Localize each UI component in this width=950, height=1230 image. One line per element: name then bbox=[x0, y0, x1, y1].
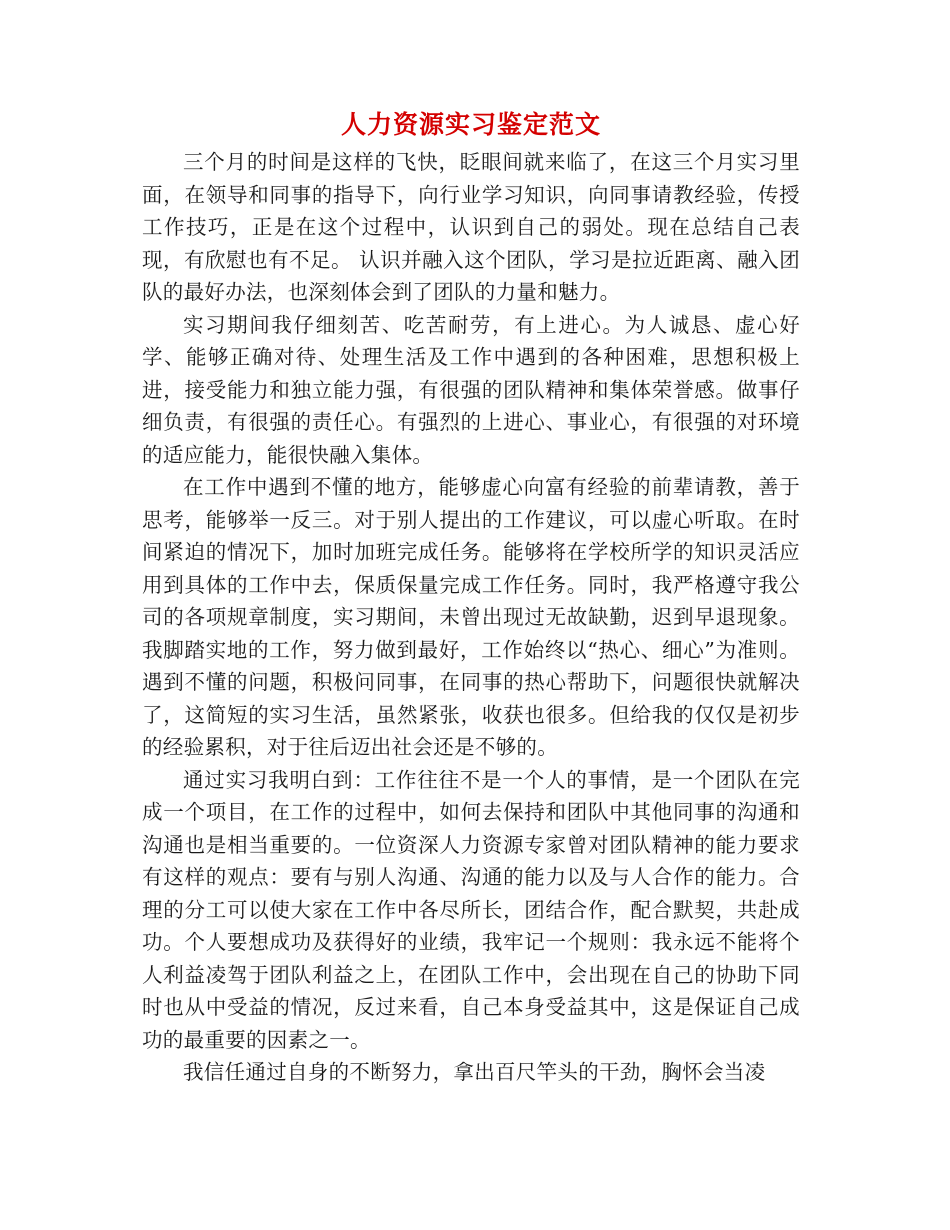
paragraph-4: 通过实习我明白到：工作往往不是一个人的事情，是一个团队在完成一个项目，在工作的过程中，如何去保持和团队中其他同事的沟通和沟通也是相当重要的。一位资深人力资源专家曾对团队精神的能力要求有这样的观点：要有与别人沟通、沟通的能力以及与人合作的能力。合理的分工可以使大家在工作中各尽所长，团结合作，配合默契，共赴成功。个人要想成功及获得好的业绩，我牢记一个规则：我永远不能将个人利益凌驾于团队利益之上，在团队工作中，会出现在自己的协助下同时也从中受益的情况，反过来看，自己本身受益其中，这是保证自己成功的最重要的因素之一。 bbox=[142, 767, 800, 1052]
document-title: 人力资源实习鉴定范文 bbox=[340, 110, 601, 139]
paragraph-3: 在工作中遇到不懂的地方，能够虚心向富有经验的前辈请教，善于思考，能够举一反三。对于别人提出的工作建议，可以虚心听取。在时间紧迫的情况下，加时加班完成任务。能够将在学校所学的知识灵活应用到具体的工作中去，保质保量完成工作任务。同时，我严格遵守我公司的各项规章制度，实习期间，未曾出现过无故缺勤，迟到早退现象。我脚踏实地的工作，努力做到最好，工作始终以“热心、细心”为准则。遇到不懂的问题，积极问同事，在同事的热心帮助下，问题很快就解决了，这简短的实习生活，虽然紧张，收获也很多。但给我的仅仅是初步的经验累积，对于往后迈出社会还是不够的。 bbox=[142, 475, 800, 759]
paragraph-2: 实习期间我仔细刻苦、吃苦耐劳，有上进心。为人诚恳、虚心好学、能够正确对待、处理生活及工作中遇到的各种困难，思想积极上进，接受能力和独立能力强，有很强的团队精神和集体荣誉感。做事仔细负责，有很强的责任心。有强烈的上进心、事业心，有很强的对环境的适应能力，能很快融入集体。 bbox=[142, 312, 800, 467]
paragraph-5: 我信任通过自身的不断努力，拿出百尺竿头的干劲，胸怀会当凌 bbox=[183, 1060, 766, 1084]
paragraph-1: 三个月的时间是这样的飞快，眨眼间就来临了，在这三个月实习里面，在领导和同事的指导下，向行业学习知识，向同事请教经验，传授工作技巧，正是在这个过程中，认识到自己的弱处。现在总结自己表现，有欣慰也有不足。 认识并融入这个团队，学习是拉近距离、融入团队的最好办法，也深刻体会到了团队的力量和魅力。 bbox=[142, 150, 800, 304]
